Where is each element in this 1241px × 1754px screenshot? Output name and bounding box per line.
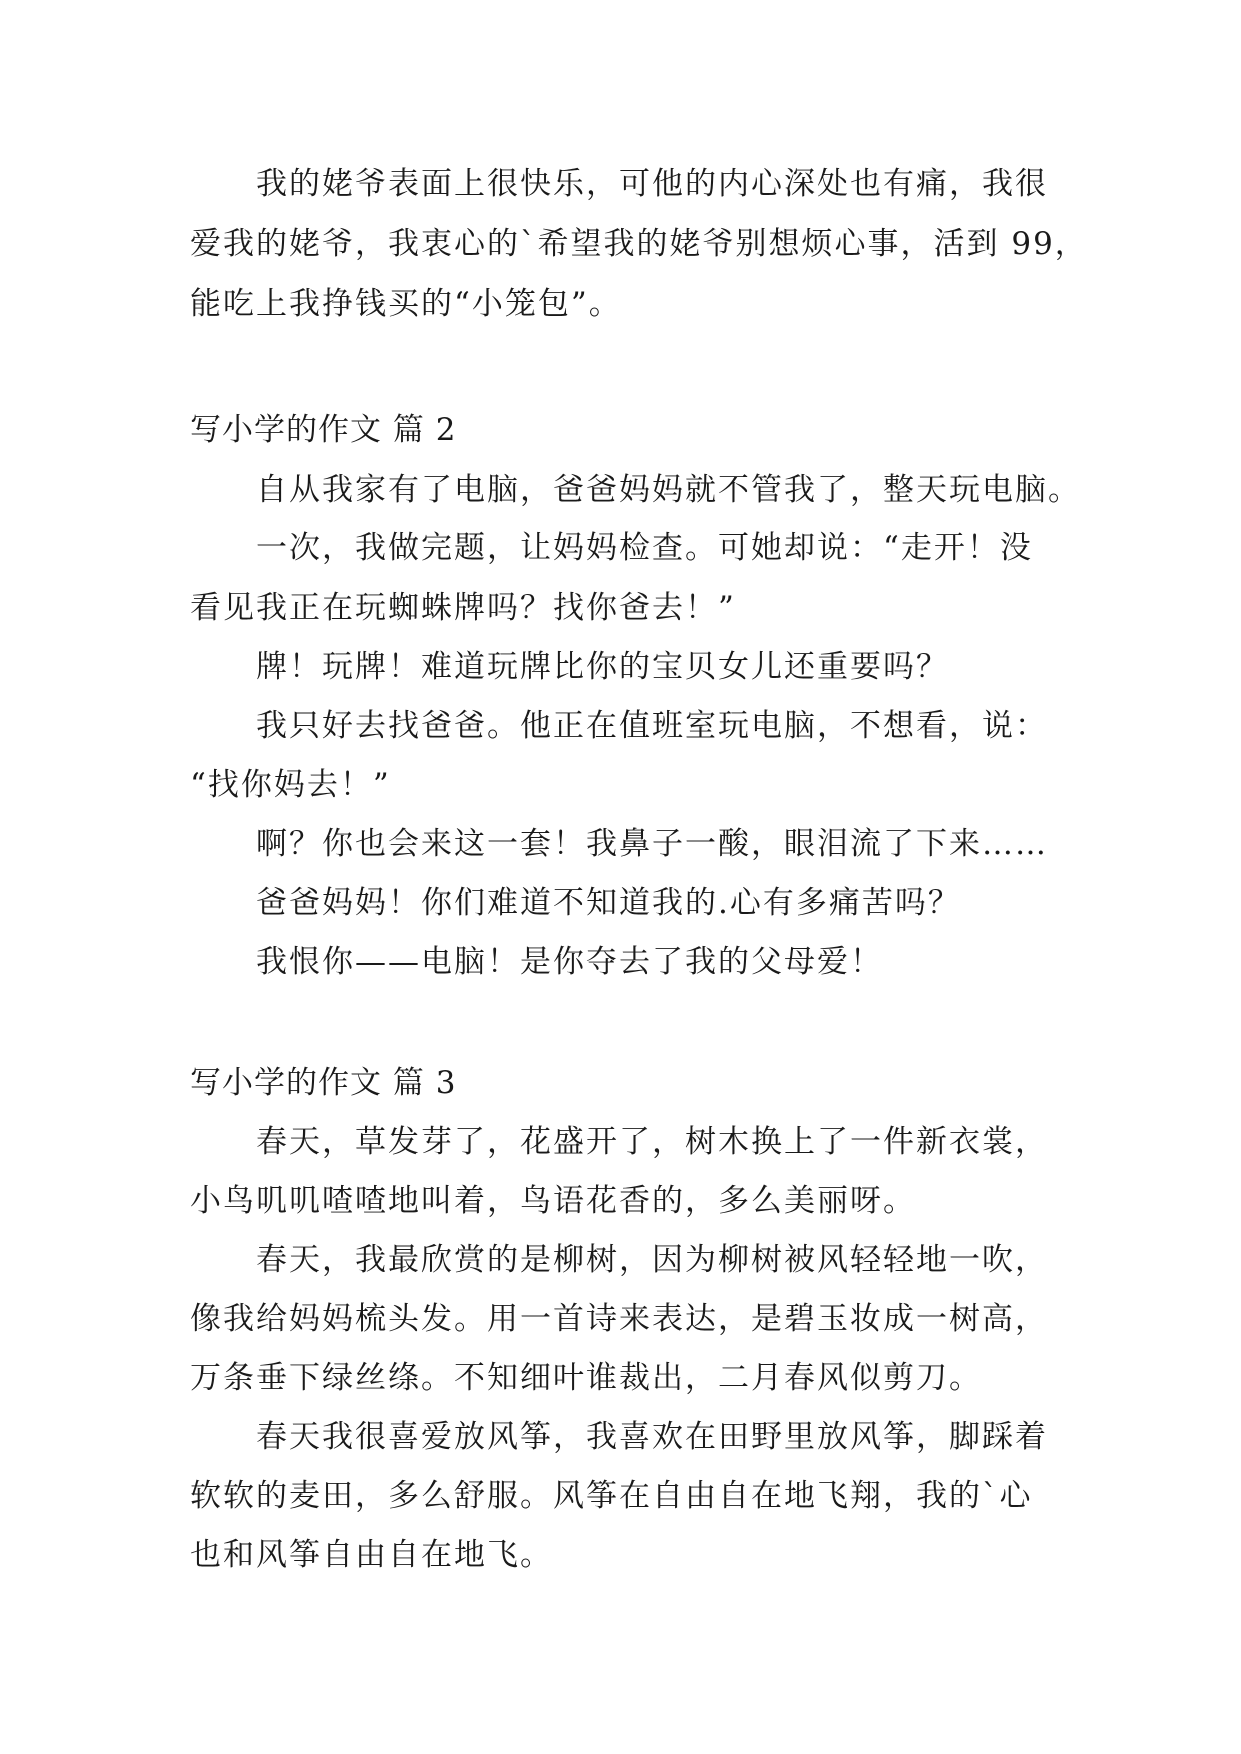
paragraph-line: “找你妈去！”	[190, 767, 391, 803]
section-heading: 写小学的作文 篇 2	[190, 412, 457, 448]
paragraph-line: 我只好去找爸爸。他正在值班室玩电脑，不想看，说：	[256, 708, 1048, 744]
paragraph-line: 啊？你也会来这一套！我鼻子一酸，眼泪流了下来……	[256, 826, 1048, 862]
paragraph-line: 也和风筝自由自在地飞。	[190, 1537, 553, 1573]
paragraph-line: 像我给妈妈梳头发。用一首诗来表达，是碧玉妆成一树高，	[190, 1301, 1048, 1337]
paragraph-line: 爱我的姥爷，我衷心的`希望我的姥爷别想烦心事，活到 99，	[190, 226, 1088, 262]
paragraph-line: 春天，草发芽了，花盛开了，树木换上了一件新衣裳，	[256, 1124, 1048, 1160]
paragraph-line: 万条垂下绿丝绦。不知细叶谁裁出，二月春风似剪刀。	[190, 1360, 982, 1396]
paragraph-line: 牌！玩牌！难道玩牌比你的宝贝女儿还重要吗？	[256, 649, 949, 685]
paragraph-line: 一次，我做完题，让妈妈检查。可她却说：“走开！没	[256, 530, 1033, 566]
paragraph-line: 看见我正在玩蜘蛛牌吗？找你爸去！”	[190, 590, 736, 626]
paragraph-line: 爸爸妈妈！你们难道不知道我的.心有多痛苦吗？	[256, 885, 961, 921]
paragraph-line: 我恨你——电脑！是你夺去了我的父母爱！	[256, 944, 883, 980]
paragraph-line: 春天，我最欣赏的是柳树，因为柳树被风轻轻地一吹，	[256, 1242, 1048, 1278]
paragraph-line: 软软的麦田，多么舒服。风筝在自由自在地飞翔，我的`心	[190, 1478, 1033, 1514]
paragraph-line: 自从我家有了电脑，爸爸妈妈就不管我了，整天玩电脑。	[256, 472, 1081, 508]
paragraph-line: 小鸟叽叽喳喳地叫着，鸟语花香的，多么美丽呀。	[190, 1183, 916, 1219]
paragraph-line: 能吃上我挣钱买的“小笼包”。	[190, 286, 622, 322]
section-heading: 写小学的作文 篇 3	[190, 1065, 457, 1101]
paragraph-line: 春天我很喜爱放风筝，我喜欢在田野里放风筝，脚踩着	[256, 1419, 1048, 1455]
paragraph-line: 我的姥爷表面上很快乐，可他的内心深处也有痛，我很	[256, 166, 1048, 202]
